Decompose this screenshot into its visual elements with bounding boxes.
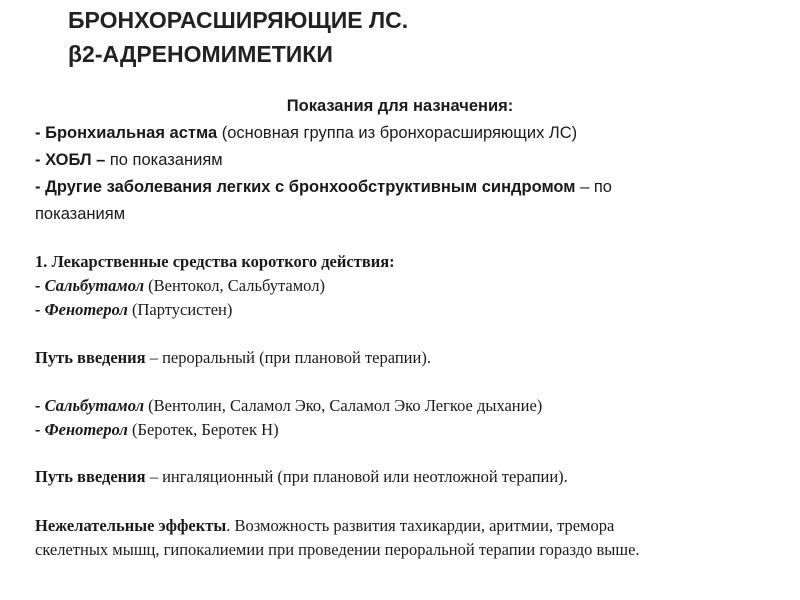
drug-brands: (Партусистен)	[127, 300, 233, 319]
route-inhaled	[35, 465, 568, 489]
route-label: Путь введения	[35, 348, 146, 367]
indication-item-copd-label: - ХОБЛ –	[35, 151, 106, 169]
short-acting-heading: 1. Лекарственные средства короткого действия:	[35, 252, 395, 271]
indication-item-asthma-note: (основная группа из бронхорасширяющих ЛС)	[217, 124, 578, 142]
indication-item-other-note: – по	[575, 178, 612, 196]
drug-name: - Фенотерол	[35, 420, 128, 439]
slide-title-line2: β2-АДРЕНОМИМЕТИКИ	[68, 41, 333, 67]
drug-brands: (Вентолин, Саламол Эко, Саламол Эко Легкое дыхание)	[144, 396, 543, 415]
drug-name: - Фенотерол	[35, 300, 128, 319]
side-effects-label: Нежелательные эффекты	[35, 516, 227, 535]
drug-salbutamol-oral	[35, 274, 325, 298]
route-text: – пероральный (при плановой терапии).	[145, 348, 431, 367]
drug-fenoterol-inhaled	[35, 418, 279, 442]
route-label: Путь введения	[35, 467, 146, 486]
side-effects-text: . Возможность развития тахикардии, аритмии, тремора	[226, 516, 615, 535]
indication-item-copd	[35, 147, 223, 174]
indication-item-other	[35, 174, 612, 201]
slide-title-line1: БРОНХОРАСШИРЯЮЩИЕ ЛС.	[68, 7, 409, 33]
drug-salbutamol-inhaled	[35, 394, 542, 418]
indication-item-other-label: - Другие заболевания легких с бронхообструктивным синдромом	[35, 178, 576, 196]
indication-item-asthma	[35, 120, 577, 147]
indication-item-other-continuation: показаниям	[35, 205, 126, 223]
route-text: – ингаляционный (при плановой или неотложной терапии).	[145, 467, 568, 486]
drug-fenoterol-oral	[35, 298, 232, 322]
drug-name: - Сальбутамол	[35, 396, 145, 415]
route-oral	[35, 346, 431, 370]
indications-heading: Показания для назначения:	[286, 97, 514, 115]
side-effects	[35, 514, 614, 538]
drug-brands: (Вентокол, Сальбутамол)	[144, 276, 325, 295]
indication-item-asthma-label: - Бронхиальная астма	[35, 124, 218, 142]
drug-brands: (Беротек, Беротек Н)	[127, 420, 279, 439]
indication-item-copd-note: по показаниям	[105, 151, 223, 169]
drug-name: - Сальбутамол	[35, 276, 145, 295]
side-effects-continuation: скелетных мышц, гипокалиемии при проведении пероральной терапии гораздо выше.	[35, 540, 640, 559]
